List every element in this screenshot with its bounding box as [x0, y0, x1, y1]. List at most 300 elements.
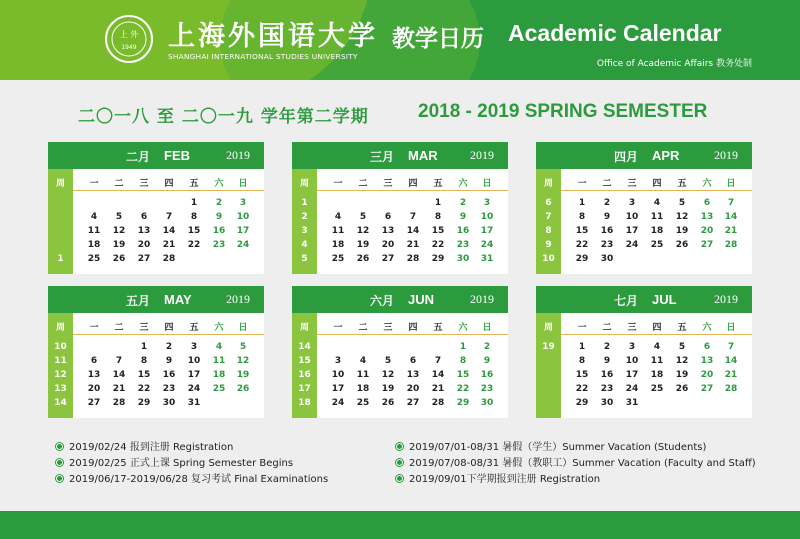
week-number: 14 [298, 342, 311, 352]
day-cell: 2 [165, 342, 173, 352]
weekday-header: 二 [114, 179, 124, 189]
weekday-divider [317, 190, 508, 191]
weekday-header: 三 [139, 323, 149, 333]
day-cell: 28 [431, 398, 445, 408]
day-cell: 5 [678, 198, 686, 208]
note-item [56, 470, 328, 485]
weekday-header: 二 [602, 179, 612, 189]
day-cell: 1 [140, 342, 148, 352]
note-item [56, 454, 293, 469]
day-cell: 30 [480, 398, 494, 408]
month-year: 2019 [470, 292, 494, 306]
day-cell: 6 [703, 342, 711, 352]
day-cell: 5 [239, 342, 247, 352]
day-cell: 21 [162, 240, 176, 250]
week-label: 周 [299, 179, 309, 189]
day-cell: 12 [112, 226, 126, 236]
day-cell: 6 [140, 212, 148, 222]
day-cell: 12 [356, 226, 370, 236]
week-label: 周 [55, 179, 65, 189]
day-cell: 13 [700, 356, 714, 366]
week-number: 4 [301, 240, 308, 250]
day-cell: 2 [483, 342, 491, 352]
day-cell: 30 [456, 254, 470, 264]
day-cell: 8 [190, 212, 198, 222]
day-cell: 29 [575, 398, 589, 408]
week-label: 周 [299, 323, 309, 333]
day-cell: 19 [112, 240, 126, 250]
month-card-mar [292, 142, 508, 274]
semester-title-en: 2018 - 2019 SPRING SEMESTER [418, 101, 708, 122]
day-cell: 18 [356, 384, 370, 394]
day-cell: 19 [356, 240, 370, 250]
weekday-header: 二 [358, 323, 368, 333]
day-cell: 24 [625, 240, 639, 250]
bullet-icon [56, 475, 63, 482]
day-cell: 22 [187, 240, 201, 250]
day-cell: 9 [603, 356, 611, 366]
month-card-feb [48, 142, 264, 274]
weekday-header: 五 [189, 179, 199, 189]
weekday-header: 四 [652, 323, 662, 333]
week-number-column [48, 313, 73, 418]
day-cell: 15 [575, 226, 589, 236]
month-year: 2019 [226, 292, 250, 306]
week-number: 2 [301, 212, 308, 222]
day-cell: 12 [675, 212, 689, 222]
day-cell: 23 [600, 240, 614, 250]
day-cell: 16 [162, 370, 176, 380]
day-cell: 14 [724, 356, 738, 366]
day-cell: 10 [331, 370, 345, 380]
university-name-cn: 上海外国语大学 [168, 21, 378, 52]
day-cell: 13 [87, 370, 101, 380]
weekday-header: 三 [383, 323, 393, 333]
weekday-divider [73, 334, 264, 335]
calendar-title-en: Academic Calendar [508, 20, 722, 46]
day-cell: 23 [480, 384, 494, 394]
day-cell: 17 [625, 226, 639, 236]
week-number: 8 [545, 226, 552, 236]
week-number-column [536, 313, 561, 418]
weekday-header: 一 [577, 323, 587, 333]
semester-title-cn: 二〇一八 至 二〇一九 学年第二学期 [78, 107, 369, 127]
day-cell: 9 [215, 212, 223, 222]
note-text: 2019/02/25 正式上课 Spring Semester Begins [69, 458, 294, 469]
day-cell: 3 [628, 198, 636, 208]
day-cell: 24 [480, 240, 494, 250]
day-cell: 5 [384, 356, 392, 366]
day-cell: 17 [331, 384, 345, 394]
weekday-header: 日 [726, 323, 736, 333]
day-cell: 10 [480, 212, 494, 222]
day-cell: 25 [356, 398, 370, 408]
day-cell: 19 [381, 384, 395, 394]
day-cell: 14 [724, 212, 738, 222]
month-card-jul [536, 286, 752, 418]
day-cell: 7 [434, 356, 442, 366]
day-cell: 8 [459, 356, 467, 366]
day-cell: 6 [90, 356, 98, 366]
week-number: 10 [54, 342, 67, 352]
day-cell: 12 [675, 356, 689, 366]
day-cell: 20 [700, 226, 714, 236]
bullet-icon [396, 443, 403, 450]
day-cell: 15 [431, 226, 445, 236]
month-header [48, 142, 264, 169]
day-cell: 24 [187, 384, 201, 394]
day-cell: 15 [187, 226, 201, 236]
week-number: 9 [545, 240, 552, 250]
day-cell: 28 [162, 254, 176, 264]
day-cell: 8 [140, 356, 148, 366]
week-number: 5 [301, 254, 308, 264]
day-cell: 8 [578, 356, 586, 366]
day-cell: 1 [578, 198, 586, 208]
day-cell: 30 [600, 398, 614, 408]
month-name-en: MAR [408, 148, 438, 163]
week-number: 14 [54, 398, 67, 408]
day-cell: 16 [480, 370, 494, 380]
month-card-apr [536, 142, 752, 274]
calendar-title-cn: 教学日历 [392, 26, 484, 52]
day-cell: 7 [727, 342, 735, 352]
notes-left [56, 438, 386, 488]
day-cell: 28 [724, 240, 738, 250]
header-banner [0, 0, 800, 80]
day-cell: 17 [480, 226, 494, 236]
day-cell: 19 [236, 370, 250, 380]
day-cell: 23 [600, 384, 614, 394]
university-name-en: SHANGHAI INTERNATIONAL STUDIES UNIVERSITY [168, 52, 358, 61]
month-name-en: MAY [164, 292, 192, 307]
month-year: 2019 [226, 148, 250, 162]
day-cell: 14 [112, 370, 126, 380]
weekday-header: 四 [652, 179, 662, 189]
week-number: 10 [542, 254, 555, 264]
day-cell: 10 [236, 212, 250, 222]
day-cell: 3 [334, 356, 342, 366]
svg-text:上 外: 上 外 [119, 30, 139, 39]
day-cell: 13 [137, 226, 151, 236]
weekday-header: 一 [89, 179, 99, 189]
day-cell: 18 [331, 240, 345, 250]
day-cell: 2 [215, 198, 223, 208]
month-name-en: APR [652, 148, 680, 163]
day-cell: 12 [381, 370, 395, 380]
week-number: 3 [301, 226, 308, 236]
day-cell: 3 [190, 342, 198, 352]
day-cell: 26 [675, 384, 689, 394]
note-item [56, 438, 233, 453]
day-cell: 27 [381, 254, 395, 264]
month-header [292, 142, 508, 169]
day-cell: 27 [137, 254, 151, 264]
day-cell: 7 [727, 198, 735, 208]
bullet-icon [396, 475, 403, 482]
month-name-en: JUN [408, 292, 435, 307]
day-cell: 16 [212, 226, 226, 236]
day-cell: 19 [675, 226, 689, 236]
day-cell: 24 [625, 384, 639, 394]
weekday-header: 二 [602, 323, 612, 333]
day-cell: 7 [115, 356, 123, 366]
weekday-divider [561, 334, 752, 335]
month-year: 2019 [714, 292, 738, 306]
day-cell: 11 [650, 356, 664, 366]
month-header [536, 142, 752, 169]
day-cell: 22 [575, 384, 589, 394]
day-cell: 27 [700, 240, 714, 250]
day-cell: 5 [359, 212, 367, 222]
day-cell: 20 [137, 240, 151, 250]
day-cell: 25 [87, 254, 101, 264]
day-cell: 14 [162, 226, 176, 236]
day-cell: 4 [359, 356, 367, 366]
day-cell: 7 [165, 212, 173, 222]
bullet-icon [56, 459, 63, 466]
footer-bar [0, 511, 800, 539]
weekday-header: 日 [726, 179, 736, 189]
note-item [396, 438, 706, 453]
day-cell: 3 [483, 198, 491, 208]
day-cell: 20 [700, 370, 714, 380]
bullet-icon [396, 459, 403, 466]
day-cell: 20 [381, 240, 395, 250]
day-cell: 18 [650, 370, 664, 380]
weekday-header: 五 [677, 179, 687, 189]
week-number: 19 [542, 342, 555, 352]
day-cell: 1 [190, 198, 198, 208]
weekday-header: 一 [333, 179, 343, 189]
notes-right [396, 438, 796, 488]
day-cell: 4 [653, 342, 661, 352]
day-cell: 8 [434, 212, 442, 222]
day-cell: 21 [112, 384, 126, 394]
week-number: 7 [545, 212, 552, 222]
day-cell: 13 [381, 226, 395, 236]
week-label: 周 [543, 323, 553, 333]
note-text: 2019/07/01-08/31 暑假（学生）Summer Vacation (Students) [409, 442, 707, 453]
note-item [396, 454, 756, 469]
week-number-column [536, 169, 561, 274]
day-cell: 25 [650, 384, 664, 394]
day-cell: 29 [456, 398, 470, 408]
day-cell: 25 [212, 384, 226, 394]
day-cell: 25 [650, 240, 664, 250]
day-cell: 31 [625, 398, 639, 408]
week-number: 1 [57, 254, 64, 264]
weekday-header: 六 [458, 323, 468, 333]
day-cell: 5 [115, 212, 123, 222]
note-text: 2019/09/01下学期报到注册 Registration [409, 474, 601, 485]
day-cell: 6 [703, 198, 711, 208]
day-cell: 10 [625, 212, 639, 222]
week-number: 1 [301, 198, 308, 208]
day-cell: 9 [483, 356, 491, 366]
weekday-header: 日 [238, 179, 248, 189]
day-cell: 22 [137, 384, 151, 394]
day-cell: 4 [653, 198, 661, 208]
note-text: 2019/02/24 报到注册 Registration [69, 442, 234, 453]
month-header [48, 286, 264, 313]
day-cell: 17 [236, 226, 250, 236]
weekday-header: 一 [89, 323, 99, 333]
weekday-header: 六 [458, 179, 468, 189]
day-cell: 5 [678, 342, 686, 352]
month-card-jun [292, 286, 508, 418]
day-cell: 29 [137, 398, 151, 408]
day-cell: 20 [87, 384, 101, 394]
day-cell: 26 [236, 384, 250, 394]
bullet-icon [56, 443, 63, 450]
weekday-header: 三 [627, 179, 637, 189]
day-cell: 11 [650, 212, 664, 222]
day-cell: 23 [162, 384, 176, 394]
day-cell: 18 [212, 370, 226, 380]
note-text: 2019/06/17-2019/06/28 复习考试 Final Examinations [69, 474, 329, 485]
day-cell: 29 [575, 254, 589, 264]
day-cell: 20 [406, 384, 420, 394]
week-number: 6 [545, 198, 552, 208]
day-cell: 24 [236, 240, 250, 250]
day-cell: 9 [459, 212, 467, 222]
day-cell: 28 [406, 254, 420, 264]
day-cell: 26 [381, 398, 395, 408]
month-header [536, 286, 752, 313]
day-cell: 4 [215, 342, 223, 352]
day-cell: 2 [459, 198, 467, 208]
day-cell: 7 [409, 212, 417, 222]
day-cell: 21 [724, 370, 738, 380]
month-name-cn: 二月 [126, 150, 151, 164]
day-cell: 23 [212, 240, 226, 250]
day-cell: 27 [406, 398, 420, 408]
day-cell: 11 [331, 226, 345, 236]
university-seal-logo [104, 14, 154, 64]
day-cell: 17 [625, 370, 639, 380]
svg-text:1949: 1949 [121, 44, 137, 51]
day-cell: 1 [434, 198, 442, 208]
week-number: 18 [298, 398, 311, 408]
day-cell: 26 [675, 240, 689, 250]
weekday-header: 四 [164, 323, 174, 333]
day-cell: 29 [431, 254, 445, 264]
day-cell: 23 [456, 240, 470, 250]
week-number: 11 [54, 356, 67, 366]
day-cell: 21 [724, 226, 738, 236]
day-cell: 22 [431, 240, 445, 250]
weekday-header: 六 [214, 323, 224, 333]
day-cell: 16 [600, 226, 614, 236]
weekday-header: 六 [702, 323, 712, 333]
month-name-cn: 七月 [614, 294, 639, 308]
weekday-header: 一 [577, 179, 587, 189]
day-cell: 19 [675, 370, 689, 380]
day-cell: 15 [575, 370, 589, 380]
day-cell: 2 [603, 198, 611, 208]
weekday-divider [317, 334, 508, 335]
day-cell: 11 [356, 370, 370, 380]
day-cell: 17 [187, 370, 201, 380]
weekday-divider [73, 190, 264, 191]
week-number: 17 [298, 384, 311, 394]
week-number-column [48, 169, 73, 274]
weekday-header: 日 [482, 323, 492, 333]
day-cell: 15 [137, 370, 151, 380]
day-cell: 16 [456, 226, 470, 236]
day-cell: 11 [87, 226, 101, 236]
month-name-cn: 三月 [370, 150, 395, 164]
weekday-header: 六 [702, 179, 712, 189]
weekday-header: 三 [139, 179, 149, 189]
day-cell: 30 [600, 254, 614, 264]
month-name-en: JUL [652, 292, 677, 307]
weekday-header: 四 [408, 323, 418, 333]
weekday-header: 一 [333, 323, 343, 333]
month-year: 2019 [714, 148, 738, 162]
month-name-en: FEB [164, 148, 190, 163]
month-header [292, 286, 508, 313]
week-number: 15 [298, 356, 311, 366]
weekday-header: 日 [238, 323, 248, 333]
week-number: 13 [54, 384, 67, 394]
weekday-header: 六 [214, 179, 224, 189]
day-cell: 3 [628, 342, 636, 352]
weekday-header: 五 [433, 323, 443, 333]
weekday-header: 二 [358, 179, 368, 189]
day-cell: 30 [162, 398, 176, 408]
weekday-header: 四 [408, 179, 418, 189]
day-cell: 6 [384, 212, 392, 222]
week-label: 周 [55, 323, 65, 333]
day-cell: 6 [409, 356, 417, 366]
day-cell: 10 [625, 356, 639, 366]
weekday-header: 五 [677, 323, 687, 333]
day-cell: 25 [331, 254, 345, 264]
day-cell: 24 [331, 398, 345, 408]
weekday-header: 二 [114, 323, 124, 333]
day-cell: 4 [90, 212, 98, 222]
day-cell: 4 [334, 212, 342, 222]
day-cell: 27 [700, 384, 714, 394]
weekday-header: 五 [433, 179, 443, 189]
weekday-header: 五 [189, 323, 199, 333]
weekday-header: 四 [164, 179, 174, 189]
day-cell: 10 [187, 356, 201, 366]
note-item [396, 470, 600, 485]
month-card-may [48, 286, 264, 418]
month-name-cn: 四月 [614, 150, 639, 164]
day-cell: 15 [456, 370, 470, 380]
day-cell: 11 [212, 356, 226, 366]
day-cell: 9 [603, 212, 611, 222]
day-cell: 22 [575, 240, 589, 250]
day-cell: 26 [112, 254, 126, 264]
day-cell: 13 [406, 370, 420, 380]
week-number-column [292, 169, 317, 274]
weekday-header: 三 [627, 323, 637, 333]
day-cell: 13 [700, 212, 714, 222]
day-cell: 28 [112, 398, 126, 408]
weekday-header: 三 [383, 179, 393, 189]
day-cell: 28 [724, 384, 738, 394]
office-label: Office of Academic Affairs 教务处制 [596, 59, 752, 69]
day-cell: 8 [578, 212, 586, 222]
day-cell: 21 [431, 384, 445, 394]
day-cell: 31 [187, 398, 201, 408]
note-text: 2019/07/08-08/31 暑假（教职工）Summer Vacation (Faculty and Staff) [409, 458, 756, 469]
